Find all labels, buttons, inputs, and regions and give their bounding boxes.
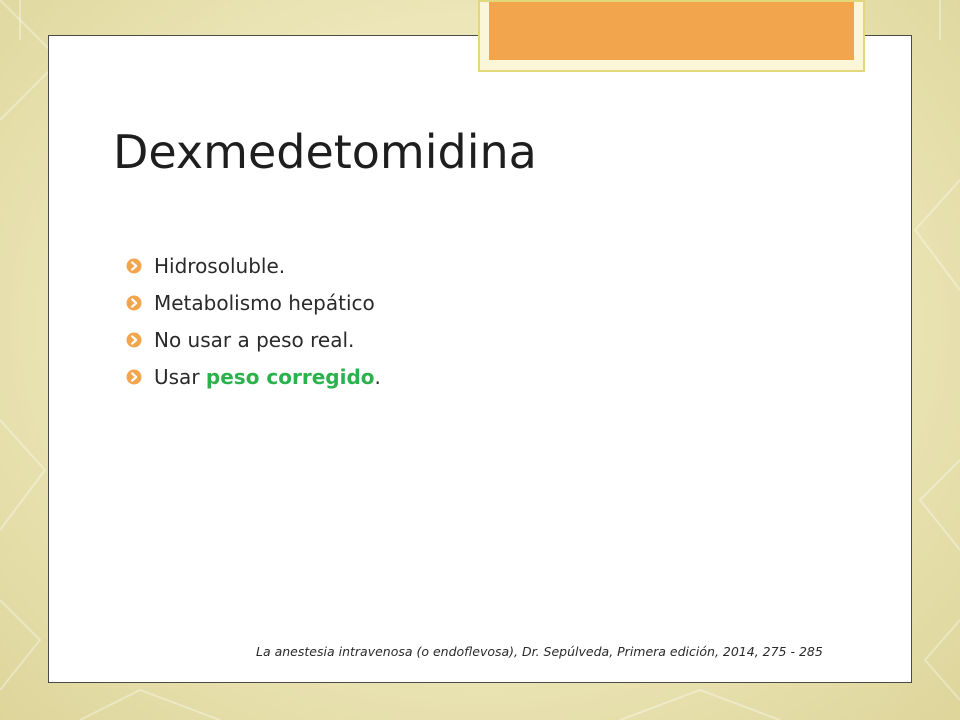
bullet-item (126, 325, 381, 362)
circle-arrow-right-icon (126, 295, 144, 311)
bullet-item (126, 362, 381, 399)
slide-title: Dexmedetomidina (113, 125, 537, 179)
bullet-list (126, 251, 381, 399)
accent-tab-fill (489, 2, 854, 60)
bullet-text-suffix: . (374, 365, 381, 389)
citation: La anestesia intravenosa (o endoflevosa), Dr. Sepúlveda, Primera edición, 2014, 275 - 285 (256, 644, 823, 659)
circle-arrow-right-icon (126, 332, 144, 348)
highlighted-term: peso corregido (205, 365, 375, 389)
bullet-text: No usar a peso real. (154, 328, 355, 352)
bullet-item (126, 288, 381, 325)
bullet-text: Metabolismo hepático (154, 291, 375, 315)
accent-tab (478, 0, 865, 72)
circle-arrow-right-icon (126, 258, 144, 274)
bullet-item (126, 251, 381, 288)
circle-arrow-right-icon (126, 369, 144, 385)
bullet-text: Hidrosoluble. (154, 254, 286, 278)
bullet-text-prefix: Usar (154, 365, 206, 389)
